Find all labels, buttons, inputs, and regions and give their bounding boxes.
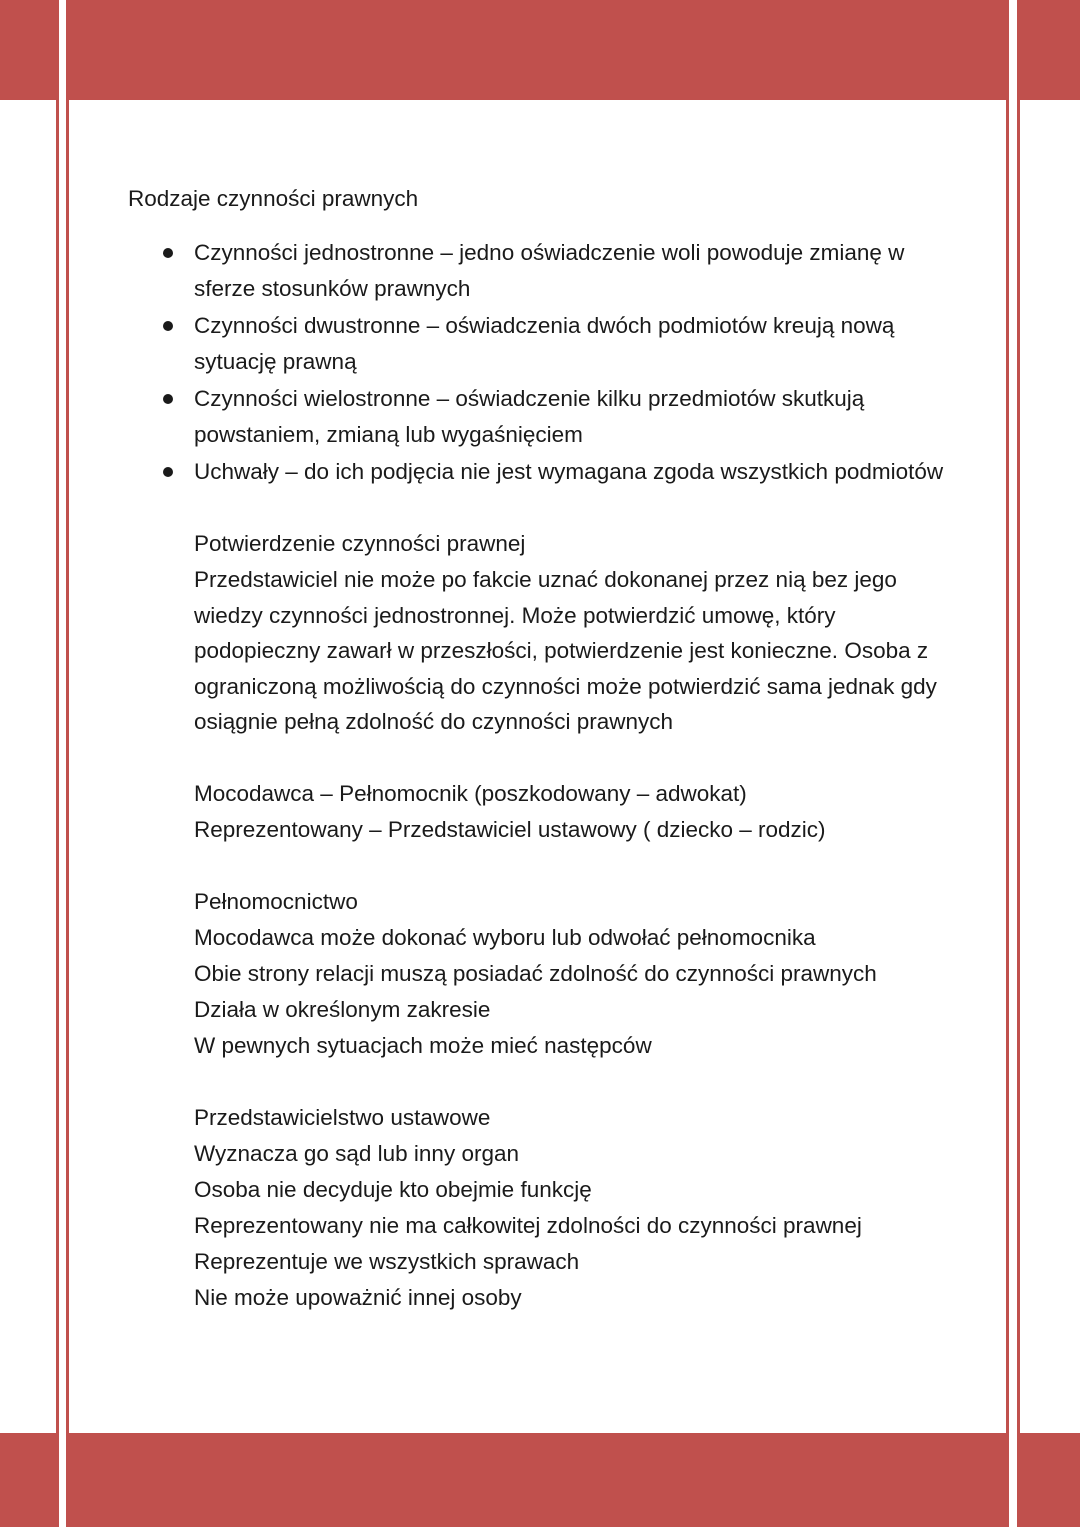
top-border-band <box>0 0 1080 100</box>
right-border-line-outer <box>1017 0 1020 1527</box>
relation-line: Mocodawca – Pełnomocnik (poszkodowany – adwokat) <box>194 780 747 806</box>
list-item: Czynności jednostronne – jedno oświadczenie woli powoduje zmianę w sferze stosunków prawnych <box>128 235 958 307</box>
right-border-line-inner <box>1006 0 1009 1527</box>
section-heading: Potwierdzenie czynności prawnej <box>194 531 526 556</box>
list-item: Czynności wielostronne – oświadczenie kilku przedmiotów skutkują powstaniem, zmianą lub wygaśnięciem <box>128 381 958 453</box>
section-line: Reprezentowany nie ma całkowitej zdolności do czynności prawnej <box>194 1212 862 1238</box>
section-line: Osoba nie decyduje kto obejmie funkcję <box>194 1176 592 1202</box>
section-heading: Pełnomocnictwo <box>194 888 358 914</box>
section-line: W pewnych sytuacjach może mieć następców <box>194 1032 652 1058</box>
section-heading: Przedstawicielstwo ustawowe <box>194 1104 491 1130</box>
bullet-icon <box>163 248 173 258</box>
bullet-icon <box>163 394 173 404</box>
bottom-border-band <box>0 1433 1080 1527</box>
section-line: Nie może upoważnić innej osoby <box>194 1284 522 1310</box>
bullet-icon <box>163 467 173 477</box>
section-line: Reprezentuje we wszystkich sprawach <box>194 1248 580 1274</box>
document-content <box>128 181 958 1352</box>
right-border-gap <box>1009 0 1017 1527</box>
left-border-gap <box>59 0 66 1527</box>
relations-section <box>194 776 958 848</box>
statutory-representation-section <box>194 1100 958 1316</box>
document-title: Rodzaje czynności prawnych <box>128 186 419 211</box>
section-paragraph: Przedstawiciel nie może po fakcie uznać dokonanej przez nią bez jego wiedzy czynności jednostronnej. Może potwierdzić umowę, który podopieczny zawarł w przeszłości, potwierdzenie jest konieczne. Osoba z ograniczoną możliwością do czynności może potwierdzić sama jednak gdy osiągnie pełną zdolność do czynności prawnych <box>194 567 937 735</box>
section-line: Obie strony relacji muszą posiadać zdolność do czynności prawnych <box>194 960 877 986</box>
confirmation-section <box>194 526 958 740</box>
bullet-icon <box>163 321 173 331</box>
section-line: Działa w określonym zakresie <box>194 996 491 1022</box>
left-border-line-outer <box>56 0 59 1527</box>
power-of-attorney-section <box>194 884 958 1064</box>
legal-acts-list <box>128 235 958 490</box>
section-line: Mocodawca może dokonać wyboru lub odwołać pełnomocnika <box>194 924 816 950</box>
section-line: Wyznacza go sąd lub inny organ <box>194 1140 519 1166</box>
list-item: Czynności dwustronne – oświadczenia dwóch podmiotów kreują nową sytuację prawną <box>128 308 958 380</box>
list-item: Uchwały – do ich podjęcia nie jest wymagana zgoda wszystkich podmiotów <box>128 454 958 490</box>
relation-line: Reprezentowany – Przedstawiciel ustawowy ( dziecko – rodzic) <box>194 816 826 842</box>
